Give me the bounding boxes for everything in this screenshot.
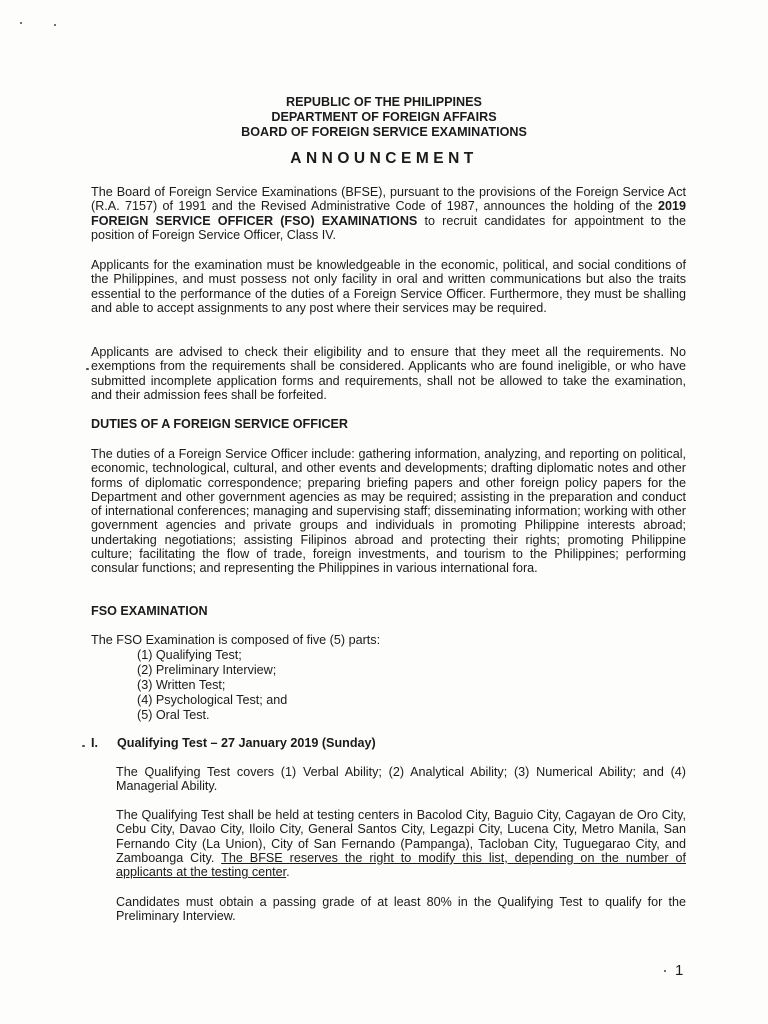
section-1-paragraph-2	[116, 808, 686, 879]
bfse-reserves-right-underlined: The BFSE reserves the right to modify this list, depending on the number of applicants at the testing center	[116, 850, 686, 880]
exam-part-item: (5) Oral Test.	[137, 708, 210, 722]
intro-p1-text: The Board of Foreign Service Examinations (BFSE), pursuant to the provisions of the Foreign Service Act (R.A. 7157) of 1991 and the Revised Administrative Code of 1987, announces the holding of the	[91, 185, 686, 214]
duties-paragraph: The duties of a Foreign Service Officer include: gathering information, analyzing, and reporting on political, economic, technological, cultural, and other events and developments; drafting diplomatic notes and other forms of diplomatic correspondence; preparing briefing papers and other foreign policy papers for the Department and other government agencies as may be required; assisting in the preparation and conduct of international conferences; managing and supervising staff; disseminating information; working with other government agencies and private groups and individuals in promoting Philippine interests abroad; undertaking negotiations; assisting Filipinos abroad and protecting their rights; promoting Philippine culture; facilitating the flow of trade, foreign investments, and tourism to the Philippines; performing consular functions; and representing the Philippines in various international fora.	[91, 447, 686, 576]
exam-parts-list	[137, 648, 287, 723]
period: .	[286, 865, 290, 880]
exam-part-item: (1) Qualifying Test;	[137, 648, 242, 662]
exam-part-item: (2) Preliminary Interview;	[137, 663, 277, 677]
document-header	[0, 95, 768, 140]
exam-part-item: (4) Psychological Test; and	[137, 693, 288, 707]
section-1-paragraph-1: The Qualifying Test covers (1) Verbal Ability; (2) Analytical Ability; (3) Numerical Ability; and (4) Managerial Ability.	[116, 765, 686, 794]
intro-paragraph-2: Applicants for the examination must be knowledgeable in the economic, political, and social conditions of the Philippines, and must possess not only facility in oral and written communications but also the traits essential to the performance of the duties of a Foreign Service Officer. Furthermore, they must be shalling and able to accept assignments to any post where their services may be required.	[91, 258, 686, 315]
exam-name-bold: 2019 FOREIGN SERVICE OFFICER (FSO) EXAMINATIONS	[91, 199, 686, 228]
testing-centers-text: The Qualifying Test shall be held at testing centers in Bacolod City, Baguio City, Cagayan de Oro City, Cebu City, Davao City, Iloilo City, General Santos City, Legazpi City, Lucena City, Metro Manila, San Fernando City (La Union), City of San Fernando (Pampanga), Tacloban City, Tuguegarao City, and Zamboanga City.	[116, 808, 686, 865]
page-number: 1	[675, 962, 684, 979]
duties-heading: DUTIES OF A FOREIGN SERVICE OFFICER	[91, 417, 349, 431]
intro-paragraph-3: Applicants are advised to check their eligibility and to ensure that they meet all the requirements. No exemptions from the requirements shall be considered. Applicants who are found ineligible, or who have submitted incomplete application forms and requirements, shall not be allowed to take the examination, and their admission fees shall be forfeited.	[91, 345, 686, 402]
fso-exam-heading: FSO EXAMINATION	[91, 604, 208, 618]
exam-part-item: (3) Written Test;	[137, 678, 226, 692]
header-line-board: BOARD OF FOREIGN SERVICE EXAMINATIONS	[241, 125, 527, 139]
fso-exam-intro: The FSO Examination is composed of five (5) parts:	[91, 633, 381, 647]
section-1-title: Qualifying Test – 27 January 2019 (Sunday)	[117, 736, 376, 750]
section-1-heading	[91, 736, 376, 750]
intro-paragraph-1	[91, 185, 686, 242]
section-1-numeral: I.	[91, 736, 98, 750]
header-line-republic: REPUBLIC OF THE PHILIPPINES	[286, 95, 482, 109]
header-line-department: DEPARTMENT OF FOREIGN AFFAIRS	[271, 110, 497, 124]
announcement-title: ANNOUNCEMENT	[290, 150, 478, 167]
section-1-paragraph-3: Candidates must obtain a passing grade of at least 80% in the Qualifying Test to qualify for the Preliminary Interview.	[116, 895, 686, 924]
intro-p1-text-end: to recruit candidates for appointment to the position of Foreign Service Officer, Class IV.	[91, 213, 686, 242]
